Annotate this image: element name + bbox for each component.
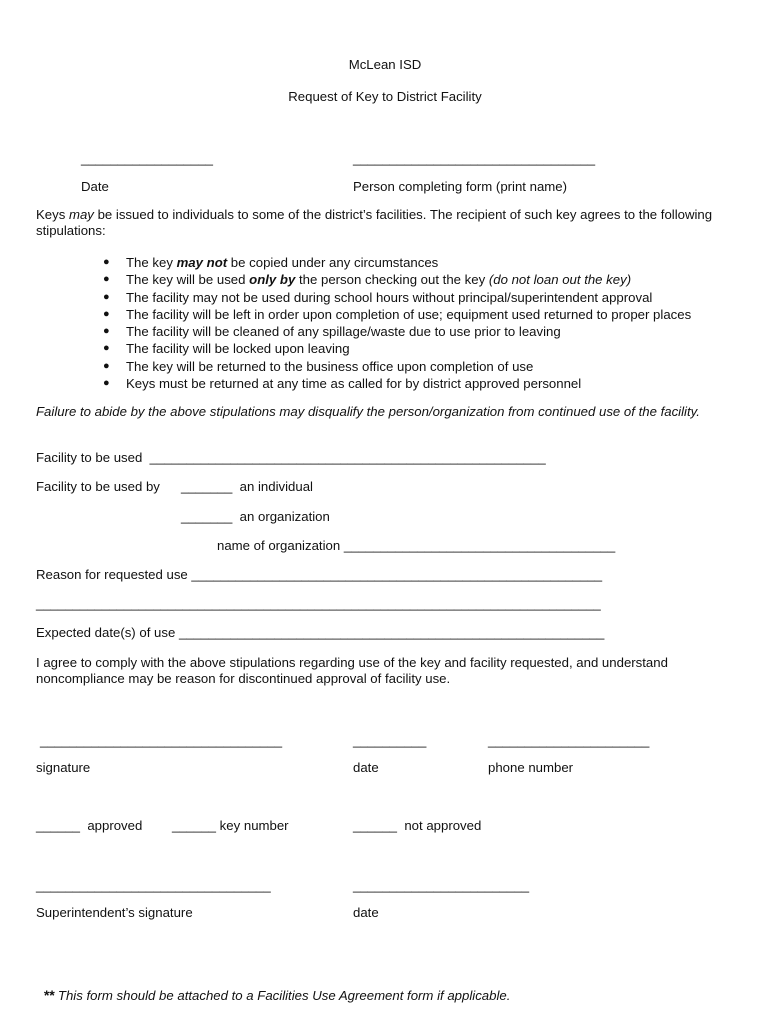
bullet-icon: ●	[103, 342, 110, 355]
footnote	[36, 971, 510, 1004]
individual-option[interactable]: _______ an individual	[181, 479, 313, 494]
bullet-icon: ●	[103, 377, 110, 390]
list-item: ● The facility may not be used during school hours without principal/superintendent approval	[103, 289, 653, 305]
key-number-field[interactable]: ______ key number	[172, 818, 289, 833]
list-item: ● Keys must be returned at any time as called for by district approved personnel	[103, 376, 582, 392]
intro-text-2: be issued to individuals to some of the district’s facilities. The recipient of such key agrees to the following stipulations:	[36, 207, 713, 238]
bullet-icon: ●	[103, 307, 110, 320]
intro-paragraph	[36, 207, 726, 239]
list-item: ● The facility will be locked upon leaving	[103, 341, 350, 357]
person-label: Person completing form (print name)	[353, 179, 568, 194]
used-by-label: Facility to be used by	[36, 479, 160, 494]
list-item: ● The facility will be cleaned of any spillage/waste due to use prior to leaving	[103, 324, 561, 340]
reason-field[interactable]: Reason for requested use ________________________________________________________	[36, 567, 603, 582]
list-item: ● The facility will be left in order upon completion of use; equipment used returned to proper places	[103, 306, 692, 322]
not-approved-field[interactable]: ______ not approved	[353, 818, 482, 833]
phone-label: phone number	[488, 760, 574, 775]
signature-line[interactable]: _________________________________	[40, 733, 283, 748]
warning-text: Failure to abide by the above stipulations may disqualify the person/organization from continued use of the facility.	[36, 404, 700, 419]
list-item: ● The key will be used only by the person checking out the key (do not loan out the key)	[103, 272, 632, 288]
list-item: ● The key may not be copied under any circumstances	[103, 255, 439, 270]
date-label: Date	[81, 179, 109, 194]
expected-dates-field[interactable]: Expected date(s) of use __________________________________________________________	[36, 625, 605, 640]
approved-field[interactable]: ______ approved	[36, 818, 143, 833]
bullet-icon: ●	[103, 359, 110, 372]
phone-line[interactable]: ______________________	[488, 733, 650, 748]
date-field-line[interactable]: __________________	[81, 151, 214, 166]
reason-continuation-line[interactable]: _____________________________________________________________________________	[36, 596, 601, 611]
organization-option[interactable]: _______ an organization	[181, 509, 330, 524]
intro-emphasis: may	[68, 207, 94, 222]
bullet-icon: ●	[103, 273, 110, 286]
superintendent-date-line[interactable]: ________________________	[353, 878, 530, 893]
bullet-icon: ●	[103, 290, 110, 303]
stipulations-list	[100, 254, 691, 392]
person-field-line[interactable]: _________________________________	[353, 151, 596, 166]
footnote-text: This form should be attached to a Facilities Use Agreement form if applicable.	[54, 988, 511, 1003]
facility-used-field[interactable]: Facility to be used ______________________________________________________	[36, 450, 546, 465]
org-name: McLean ISD	[348, 57, 422, 72]
footnote-stars: **	[43, 987, 55, 1003]
agreement-text: I agree to comply with the above stipulations regarding use of the key and facility requested, and understand noncompliance may be reason for discontinued approval of facility use.	[36, 655, 668, 686]
superintendent-date-label: date	[353, 905, 379, 920]
intro-text-1: Keys	[36, 207, 69, 222]
signature-date-line[interactable]: __________	[353, 733, 427, 748]
superintendent-signature-label: Superintendent’s signature	[36, 905, 193, 920]
signature-date-label: date	[353, 760, 379, 775]
superintendent-signature-line[interactable]: ________________________________	[36, 878, 271, 893]
signature-label: signature	[36, 760, 91, 775]
org-name-field[interactable]: name of organization _____________________________________	[217, 538, 616, 553]
form-title: Request of Key to District Facility	[288, 89, 482, 104]
bullet-icon: ●	[103, 256, 110, 268]
list-item: ● The key will be returned to the business office upon completion of use	[103, 358, 534, 374]
bullet-icon: ●	[103, 325, 110, 338]
